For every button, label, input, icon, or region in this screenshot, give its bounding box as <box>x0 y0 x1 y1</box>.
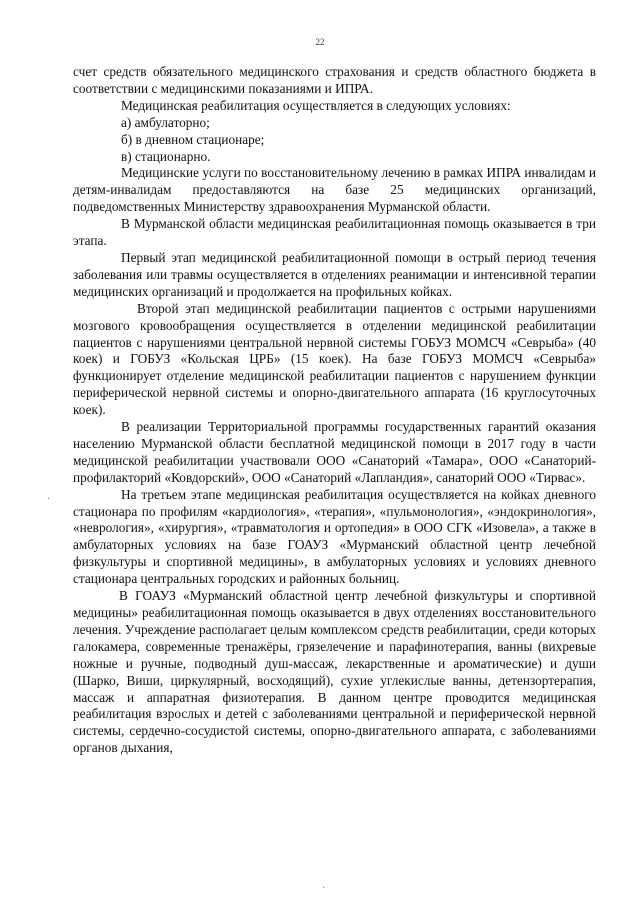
list-item-inpatient: в) стационарно. <box>121 148 211 164</box>
list-item-day-hospital: б) в дневном стационаре; <box>121 131 265 147</box>
paragraph-conditions-lead: Медицинская реабилитация осуществляется в следующих условиях: <box>121 97 511 113</box>
paragraph-ipra-services: Медицинские услуги по восстановительному лечению в рамках ИПРА инвалидам и детям-инвалидам предоставляются на базе 25 медицинских организаций, подведомственных Министерству здравоохранения Мурманской области. <box>73 165 596 215</box>
scan-speck: · <box>47 494 51 505</box>
paragraph-three-stages: В Мурманской области медицинская реабилитационная помощь оказывается в три этапа. <box>73 216 596 249</box>
page-number: 22 <box>315 37 325 47</box>
paragraph-third-stage: На третьем этапе медицинская реабилитация осуществляется на койках дневного стационара по профилям «кардиология», «терапия», «пульмонология», «эндокринология», «неврология», «хирургия», «травматология и ортопедия» в ООО СГК «Изовела», а также в амбулаторных условиях на базе ГОАУЗ «Мурманский областной центр лечебной физкультуры и спортивной медицины», в амбулаторных условиях и условиях дневного стационара центральных городских и районных больниц. <box>73 486 596 587</box>
paragraph-intro-continuation: счет средств обязательного медицинского страхования и средств областного бюджета в соответствии с медицинскими показаниями и ИПРА. <box>73 64 596 96</box>
document-body <box>73 64 596 757</box>
paragraph-first-stage: Первый этап медицинской реабилитационной помощи в острый период течения заболевания или травмы осуществляется в отделениях реанимации и интенсивной терапии медицинских организаций и продолжается на профильных койках. <box>73 249 596 299</box>
paragraph-territorial-program: В реализации Территориальной программы государственных гарантий оказания населению Мурманской области бесплатной медицинской помощи в 2017 году в части медицинской реабилитации участвовали ООО «Санаторий «Тамара», ООО «Санаторий-профилакторий «Ковдорский», ООО «Санаторий «Лапландия», санаторий ООО «Тирвас». <box>73 419 596 485</box>
list-item-ambulatory: а) амбулаторно; <box>121 114 210 130</box>
paragraph-sports-medicine-center: В ГОАУЗ «Мурманский областной центр лечебной физкультуры и спортивной медицины» реабилитационная помощь оказывается в двух отделениях восстановительного лечения. Учреждение располагает целым комплексом средств реабилитации, среди которых галокамера, современные тренажёры, грязелечение и парафинотерапия, ванны (вихревые ножные и ручные, подводный душ-массаж, лекарственные и ароматические) и души (Шарко, Виши, циркулярный, восходящий), сухие углекислые ванны, детензортерапия, массаж и аппаратная физиотерапия. В данном центре проводится медицинская реабилитация взрослых и детей с заболеваниями центральной и периферической нервной системы, сердечно-сосудистой системы, опорно-двигательного аппарата, с заболеваниями органов дыхания, <box>73 588 596 756</box>
paragraph-second-stage: Второй этап медицинской реабилитации пациентов с острыми нарушениями мозгового кровообращения осуществляется в отделении медицинской реабилитации пациентов с нарушениями центральной нервной системы ГОБУЗ МОМСЧ «Севрыба» (40 коек) и ГОБУЗ «Кольская ЦРБ» (15 коек). На базе ГОБУЗ МОМСЧ «Севрыба» функционирует отделение медицинской реабилитации пациентов с нарушением функции периферической нервной системы и опорно-двигательного аппарата (16 круглосуточных коек). <box>73 300 596 418</box>
scan-speck: · <box>322 883 326 894</box>
